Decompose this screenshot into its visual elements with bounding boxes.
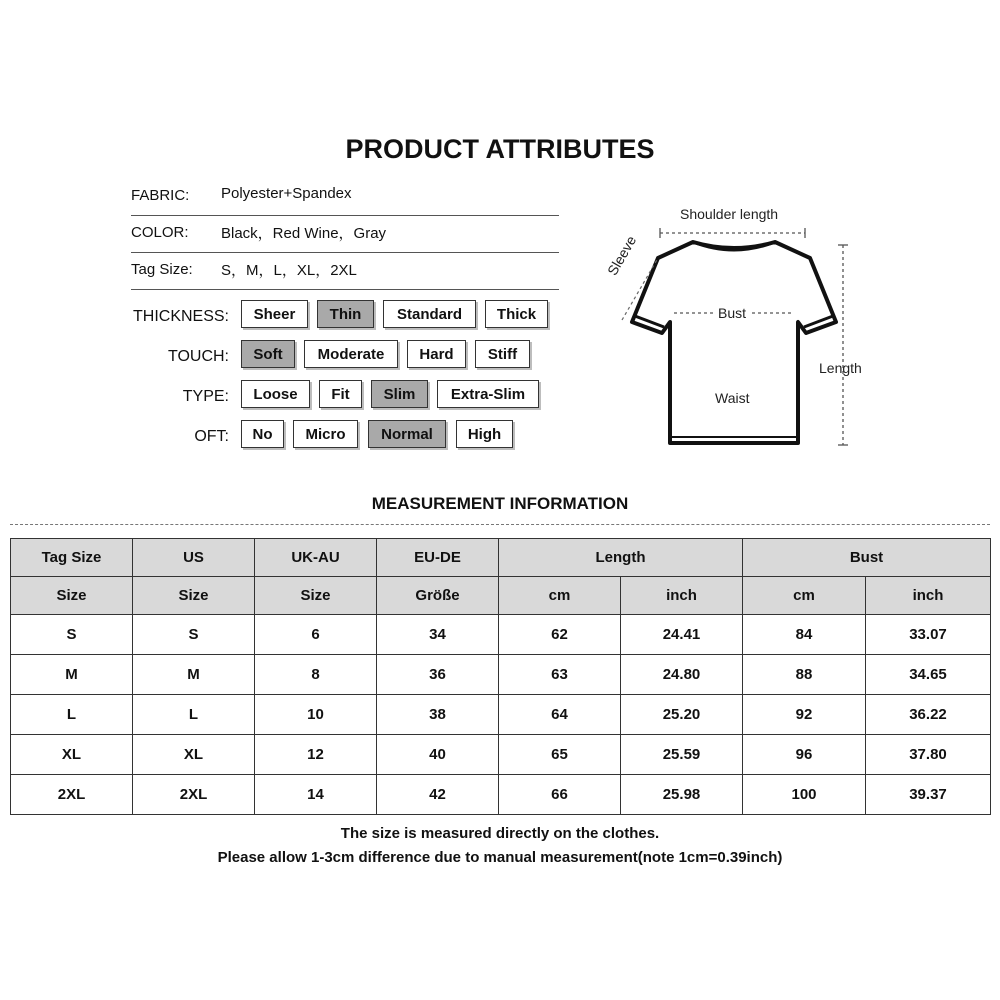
fabric-label: FABRIC: xyxy=(131,187,190,204)
table-cell: 42 xyxy=(377,775,499,815)
touch-option-stiff[interactable]: Stiff xyxy=(475,340,530,368)
table-cell: 8 xyxy=(255,655,377,695)
table-cell: 92 xyxy=(743,695,866,735)
table-cell: S xyxy=(11,615,133,655)
table-subheader-row xyxy=(11,577,991,615)
type-option-slim[interactable]: Slim xyxy=(371,380,428,408)
table-cell: 63 xyxy=(499,655,621,695)
subheader-cell: Größe xyxy=(377,577,499,615)
oft-label: OFT: xyxy=(194,428,229,445)
table-row xyxy=(11,735,991,775)
type-option-fit[interactable]: Fit xyxy=(319,380,362,408)
oft-option-no[interactable]: No xyxy=(241,420,284,448)
table-cell: 25.59 xyxy=(621,735,743,775)
table-cell: 34 xyxy=(377,615,499,655)
header-length: Length xyxy=(499,539,743,577)
table-cell: 39.37 xyxy=(866,775,991,815)
type-option-extra-slim[interactable]: Extra-Slim xyxy=(437,380,539,408)
table-cell: 33.07 xyxy=(866,615,991,655)
color-label: COLOR: xyxy=(131,224,189,241)
subheader-cell: Size xyxy=(255,577,377,615)
table-cell: S xyxy=(133,615,255,655)
tshirt-size-diagram xyxy=(600,200,880,460)
waist-label: Waist xyxy=(715,390,750,406)
table-cell: 96 xyxy=(743,735,866,775)
page-title: PRODUCT ATTRIBUTES xyxy=(345,134,655,164)
table-cell: 24.80 xyxy=(621,655,743,695)
table-cell: 25.20 xyxy=(621,695,743,735)
header-eu-de: EU-DE xyxy=(377,539,499,577)
table-cell: L xyxy=(11,695,133,735)
table-cell: 40 xyxy=(377,735,499,775)
bust-label: Bust xyxy=(718,305,747,321)
table-cell: 66 xyxy=(499,775,621,815)
length-label: Length xyxy=(819,360,862,376)
header-tag-size: Tag Size xyxy=(11,539,133,577)
touch-option-hard[interactable]: Hard xyxy=(407,340,466,368)
oft-option-micro[interactable]: Micro xyxy=(293,420,358,448)
table-cell: M xyxy=(11,655,133,695)
table-cell: 38 xyxy=(377,695,499,735)
thickness-option-thick[interactable]: Thick xyxy=(485,300,548,328)
thickness-option-standard[interactable]: Standard xyxy=(383,300,476,328)
table-header-row xyxy=(11,539,991,577)
table-cell: 88 xyxy=(743,655,866,695)
fabric-value: Polyester+Spandex xyxy=(221,185,352,202)
table-cell: XL xyxy=(11,735,133,775)
table-cell: XL xyxy=(133,735,255,775)
subheader-cell: cm xyxy=(499,577,621,615)
color-row xyxy=(131,215,559,253)
table-cell: 84 xyxy=(743,615,866,655)
dashed-divider xyxy=(10,524,990,525)
sleeve-label: Sleeve xyxy=(604,232,640,278)
table-cell: 12 xyxy=(255,735,377,775)
tag-size-value: S，M，L，XL，2XL xyxy=(221,262,357,279)
type-option-loose[interactable]: Loose xyxy=(241,380,310,408)
table-cell: 65 xyxy=(499,735,621,775)
note-difference: Please allow 1-3cm difference due to manual measurement(note 1cm=0.39inch) xyxy=(217,849,783,866)
table-cell: 2XL xyxy=(133,775,255,815)
table-cell: L xyxy=(133,695,255,735)
measurement-table xyxy=(10,538,991,815)
subheader-cell: cm xyxy=(743,577,866,615)
table-cell: 24.41 xyxy=(621,615,743,655)
table-row xyxy=(11,695,991,735)
fabric-row xyxy=(131,178,559,216)
note-measured: The size is measured directly on the clothes. xyxy=(340,825,660,842)
subheader-cell: Size xyxy=(11,577,133,615)
thickness-label: THICKNESS: xyxy=(132,308,229,325)
touch-option-moderate[interactable]: Moderate xyxy=(304,340,398,368)
tshirt-icon xyxy=(600,200,880,460)
table-cell: 100 xyxy=(743,775,866,815)
thickness-option-thin[interactable]: Thin xyxy=(317,300,374,328)
table-cell: M xyxy=(133,655,255,695)
oft-option-high[interactable]: High xyxy=(456,420,513,448)
table-row xyxy=(11,775,991,815)
subheader-cell: inch xyxy=(866,577,991,615)
table-cell: 14 xyxy=(255,775,377,815)
table-cell: 25.98 xyxy=(621,775,743,815)
table-cell: 36.22 xyxy=(866,695,991,735)
thickness-option-sheer[interactable]: Sheer xyxy=(241,300,308,328)
table-cell: 64 xyxy=(499,695,621,735)
table-row xyxy=(11,615,991,655)
table-cell: 36 xyxy=(377,655,499,695)
measurement-title: MEASUREMENT INFORMATION xyxy=(371,494,629,513)
table-cell: 34.65 xyxy=(866,655,991,695)
type-label: TYPE: xyxy=(182,388,229,405)
table-row xyxy=(11,655,991,695)
table-cell: 2XL xyxy=(11,775,133,815)
touch-option-soft[interactable]: Soft xyxy=(241,340,295,368)
table-cell: 37.80 xyxy=(866,735,991,775)
color-value: Black，Red Wine，Gray xyxy=(221,225,387,242)
shoulder-length-label: Shoulder length xyxy=(680,206,779,222)
table-cell: 6 xyxy=(255,615,377,655)
header-us: US xyxy=(133,539,255,577)
table-cell: 10 xyxy=(255,695,377,735)
subheader-cell: Size xyxy=(133,577,255,615)
subheader-cell: inch xyxy=(621,577,743,615)
table-cell: 62 xyxy=(499,615,621,655)
header-uk-au: UK-AU xyxy=(255,539,377,577)
oft-option-normal[interactable]: Normal xyxy=(368,420,446,448)
header-bust: Bust xyxy=(743,539,991,577)
tag-size-label: Tag Size: xyxy=(131,261,193,278)
tag-size-row xyxy=(131,252,559,290)
touch-label: TOUCH: xyxy=(167,348,229,365)
